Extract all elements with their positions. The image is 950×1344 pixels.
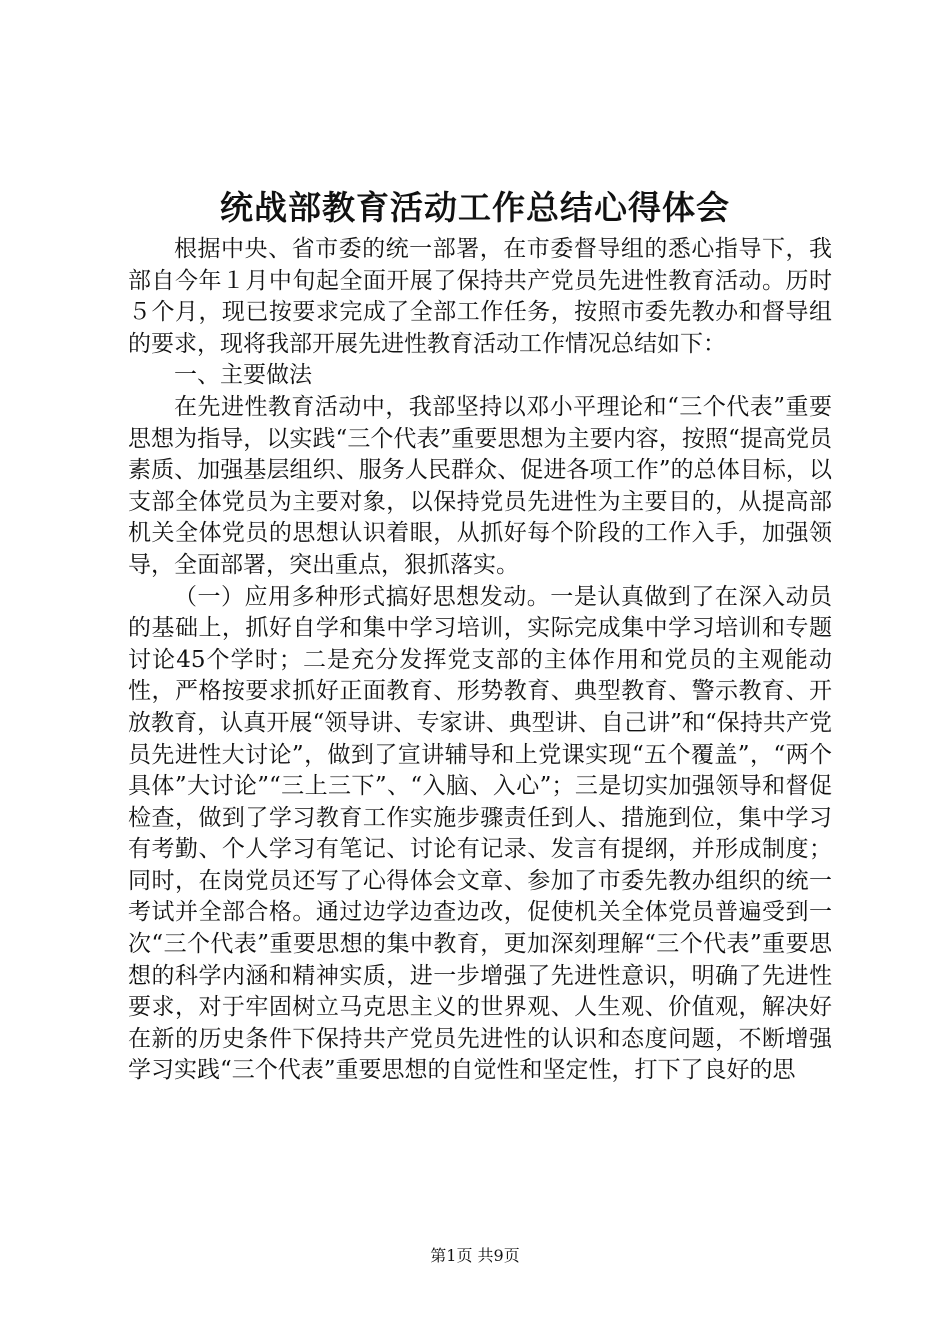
paragraph-mobilization: （一）应用多种形式搞好思想发动。一是认真做到了在深入动员的基础上，抓好自学和集中学习培训，实际完成集中学习培训和专题讨论45个学时；二是充分发挥党支部的主体作用和党员的主观能动性，严格按要求抓好正面教育、形势教育、典型教育、警示教育、开放教育，认真开展“领导讲、专家讲、典型讲、自己讲”和“保持共产党员先进性大讨论”，做到了宣讲辅导和上党课实现“五个覆盖”，“两个具体”大讨论”“三上三下”、“入脑、入心”；三是切实加强领导和督促检查，做到了学习教育工作实施步骤责任到人、措施到位，集中学习有考勤、个人学习有笔记、讨论有记录、发言有提纲，并形成制度；同时，在岗党员还写了心得体会文章、参加了市委先教办组织的统一考试并全部合格。通过边学边查边改，促使机关全体党员普遍受到一次“三个代表”重要思想的集中教育，更加深刻理解“三个代表”重要思想的科学内涵和精神实质，进一步增强了先进性意识，明确了先进性要求，对于牢固树立马克思主义的世界观、人生观、价值观，解决好在新的历史条件下保持共产党员先进性的认识和态度问题，不断增强学习实践“三个代表”重要思想的自觉性和坚定性，打下了良好的思 xyxy=(128,583,832,1084)
page-number: 第1页 共9页 xyxy=(430,1246,520,1265)
section-heading: 一、主要做法 xyxy=(174,362,312,389)
document-title: 统战部教育活动工作总结心得体会 xyxy=(220,188,730,227)
paragraph-approach: 在先进性教育活动中，我部坚持以邓小平理论和“三个代表”重要思想为指导，以实践“三个代表”重要思想为主要内容，按照“提高党员素质、加强基层组织、服务人民群众、促进各项工作”的总体目标，以支部全体党员为主要对象，以保持党员先进性为主要目的，从提高部机关全体党员的思想认识着眼，从抓好每个阶段的工作入手，加强领导，全面部署，突出重点，狠抓落实。 xyxy=(128,393,832,578)
document-body xyxy=(128,234,832,1087)
paragraph-intro: 根据中央、省市委的统一部署，在市委督导组的悉心指导下，我部自今年１月中旬起全面开展了保持共产党员先进性教育活动。历时５个月，现已按要求完成了全部工作任务，按照市委先教办和督导组的要求，现将我部开展先进性教育活动工作情况总结如下： xyxy=(128,236,832,357)
